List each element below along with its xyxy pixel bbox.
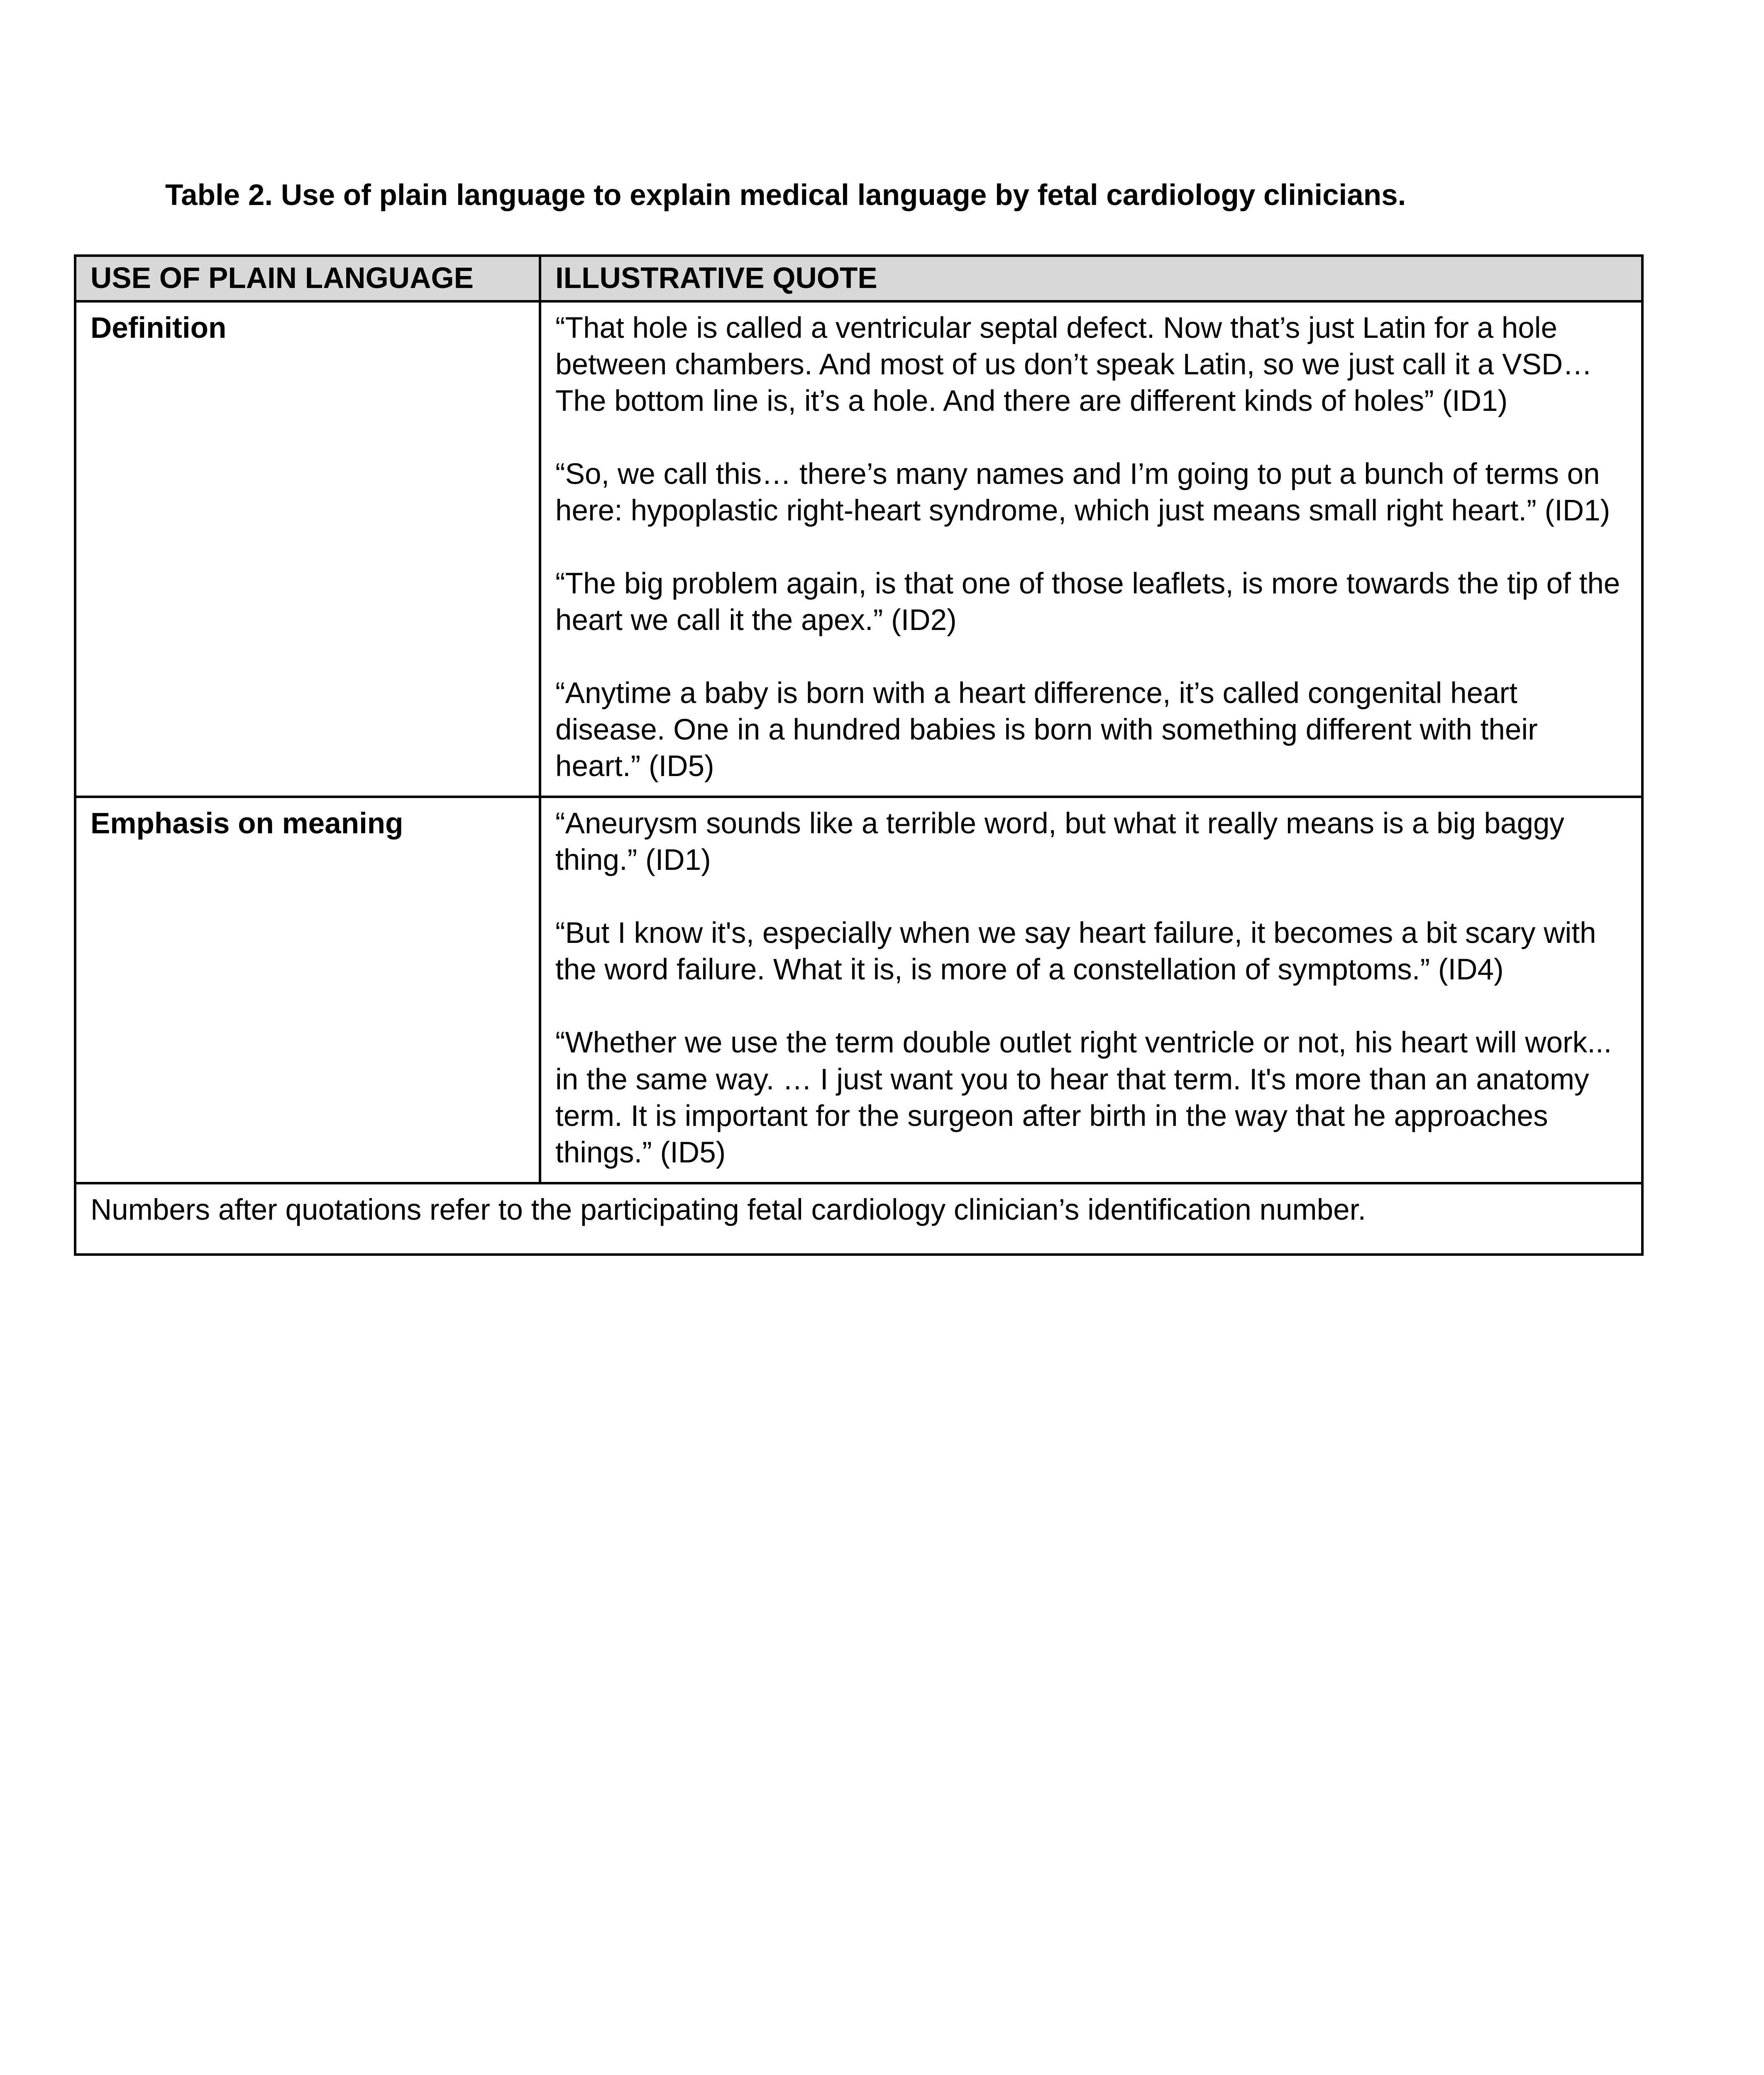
quotes-cell-emphasis-on-meaning	[540, 797, 1642, 1183]
quote: “Aneurysm sounds like a terrible word, but what it really means is a big baggy thing.” (ID1)	[555, 807, 1564, 877]
quotes-cell-definition	[540, 301, 1642, 797]
quote: “The big problem again, is that one of those leaflets, is more towards the tip of the heart we call it the apex.” (ID2)	[555, 567, 1620, 637]
table-footnote: Numbers after quotations refer to the participating fetal cardiology clinician’s identification number.	[75, 1183, 1642, 1255]
table-row	[75, 797, 1642, 1183]
header-use-of-plain-language: USE OF PLAIN LANGUAGE	[75, 256, 540, 301]
category-definition: Definition	[75, 301, 540, 797]
quote: “But I know it's, especially when we say heart failure, it becomes a bit scary with the word failure. What it is, is more of a constellation of symptoms.” (ID4)	[555, 917, 1596, 986]
plain-language-table	[74, 254, 1644, 1256]
table-caption: Table 2. Use of plain language to explain medical language by fetal cardiology clinicians.	[165, 179, 1406, 212]
header-illustrative-quote: ILLUSTRATIVE QUOTE	[540, 256, 1642, 301]
quote: “Anytime a baby is born with a heart difference, it’s called congenital heart disease. One in a hundred babies is born with something different with their heart.” (ID5)	[555, 677, 1538, 783]
table-header-row	[75, 256, 1642, 301]
quote: “That hole is called a ventricular septal defect. Now that’s just Latin for a hole between chambers. And most of us don’t speak Latin, so we just call it a VSD… The bottom line is, it’s a hole. And there are different kinds of holes” (ID1)	[555, 312, 1593, 418]
table-footnote-row	[75, 1183, 1642, 1255]
quote: “Whether we use the term double outlet right ventricle or not, his heart will work... in the same way. … I just want you to hear that term. It's more than an anatomy term. It is important for the surgeon after birth in the way that he approaches things.” (ID5)	[555, 1026, 1612, 1169]
category-emphasis-on-meaning: Emphasis on meaning	[75, 797, 540, 1183]
table-row	[75, 301, 1642, 797]
quote: “So, we call this… there’s many names and I’m going to put a bunch of terms on here: hypoplastic right-heart syndrome, which just means small right heart.” (ID1)	[555, 458, 1610, 527]
